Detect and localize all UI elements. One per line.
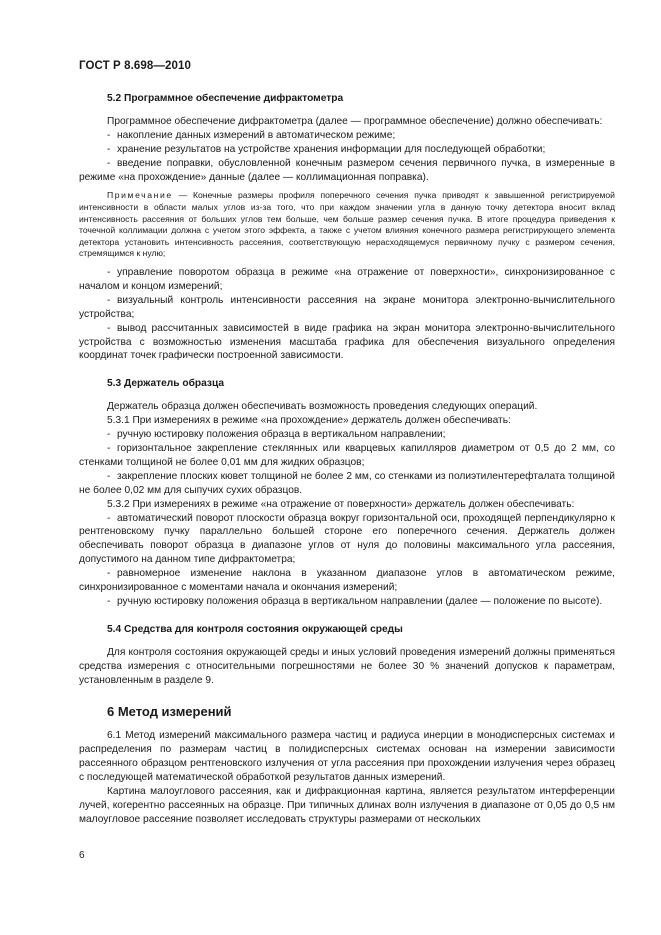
document-body bbox=[79, 92, 615, 827]
dash-bullet: - bbox=[107, 470, 111, 482]
list-item: - визуальный контроль интенсивности рассеяния на экране монитора электронно-вычислительного устройства; bbox=[79, 294, 615, 320]
dash-bullet: - bbox=[107, 429, 111, 441]
document-header: ГОСТ Р 8.698—2010 bbox=[79, 60, 191, 72]
dash-bullet: - bbox=[107, 442, 111, 454]
paragraph-5-3-1: 5.3.1 При измерениях в режиме «на прохождение» держатель должен обеспечивать: bbox=[107, 415, 511, 427]
paragraph-5-3-2: 5.3.2 При измерениях в режиме «на отражение от поверхности» держатель должен обеспечивать: bbox=[107, 498, 575, 510]
page-number: 6 bbox=[79, 850, 85, 861]
dash-bullet: - bbox=[107, 129, 111, 141]
dash-bullet: - bbox=[107, 322, 111, 334]
dash-bullet: - bbox=[107, 294, 111, 306]
paragraph: Для контроля состояния окружающей среды и иных условий проведения измерений должны применяться средства измерения с относительными погрешностями не более 30 % значений допусков к параметрам, установленным в разделе 9. bbox=[79, 646, 615, 686]
paragraph-6-1: 6.1 Метод измерений максимального размера частиц и радиуса инерции в монодисперсных системах и распределения по размерам частиц в полидисперсных системах основан на измерении зависимости рассеянного образцом рентгеновского излучения от угла рассеяния при прохождении излучения через образец с последующей математической обработкой результатов данных измерений. bbox=[79, 730, 615, 784]
section-heading-5-4: 5.4 Средства для контроля состояния окружающей среды bbox=[107, 623, 403, 635]
list-item: - вывод рассчитанных зависимостей в виде графика на экран монитора электронно-вычислительного устройства с возможностью изменения масштаба графика для обеспечения визуального определения координат точек графически построенной зависимости. bbox=[79, 322, 615, 362]
paragraph: Программное обеспечение дифрактометра (далее — программное обеспечение) должно обеспечивать: bbox=[107, 115, 603, 127]
note-text: — Конечные размеры профиля поперечного сечения пучка приводят к завышенной регистрируемой интенсивности в области малых углов из-за того, что при каждом значении угла в данную точку детектора вносит вклад интенсивность рассеяния от больших углов тем больше, чем больше размер сечения пучка. В итоге процедура приведения к точечной коллимации должна с учетом этого эффекта, а также с учетом влияния конечного размера регистрирующего элемента детектора установить интенсивность рассеяния, соответствующую нерасходящемуся первичному пучку с размером сечения, стремящимся к нулю; bbox=[79, 190, 615, 259]
list-item: - горизонтальное закрепление стеклянных или кварцевых капилляров диаметром от 0,5 до 2 мм, со стенками толщиной не более 0,01 мм для жидких образцов; bbox=[79, 442, 615, 468]
section-heading-5-3: 5.3 Держатель образца bbox=[107, 378, 225, 390]
paragraph: Картина малоуглового рассеяния, как и дифракционная картина, является результатом интерференции лучей, когерентно рассеянных на образце. При типичных длинах волн излучения в диапазоне от 0,05 до 0,5 нм малоугловое рассеяние позволяет исследовать структуры размерами от нескольких bbox=[79, 786, 615, 825]
section-heading-6: 6 Метод измерений bbox=[107, 704, 232, 720]
list-item: - накопление данных измерений в автоматическом режиме; bbox=[107, 129, 396, 141]
list-item: - равномерное изменение наклона в указанном диапазоне углов в автоматическом режиме, синхронизированное с моментами начала и окончания измерений; bbox=[79, 568, 615, 594]
list-item: - закрепление плоских кювет толщиной не более 2 мм, со стенками из полиэтилентерефталата толщиной не более 0,02 мм для сыпучих сухих образцов. bbox=[79, 470, 615, 496]
section-heading-5-2: 5.2 Программное обеспечение дифрактометра bbox=[107, 93, 344, 104]
list-item: - ручную юстировку положения образца в вертикальном направлении (далее — положение по высоте). bbox=[107, 595, 603, 607]
note bbox=[79, 190, 615, 260]
note-label: Примечание bbox=[107, 190, 173, 201]
dash-bullet: - bbox=[107, 512, 111, 524]
dash-bullet: - bbox=[107, 595, 111, 607]
dash-bullet: - bbox=[107, 267, 111, 278]
list-item: - введение поправки, обусловленной конечным размером сечения первичного пучка, в измеренные в режиме «на прохождение» данные (далее — коллимационная поправка). bbox=[79, 157, 615, 183]
paragraph: Держатель образца должен обеспечивать возможность проведения следующих операций. bbox=[107, 401, 538, 413]
list-item: - автоматический поворот плоскости образца вокруг горизонтальной оси, проходящей перпендикулярно к рентгеновскому пучку параллельно большей стороне его поперечного сечения. Держатель должен обеспечивать поворот образца в диапазоне углов от нуля до половины максимального угла рассеяния, допустимого на данном типе дифрактометра; bbox=[79, 512, 615, 566]
list-item: - хранение результатов на устройстве хранения информации для последующей обработки; bbox=[107, 143, 546, 155]
dash-bullet: - bbox=[107, 568, 111, 580]
list-item: - управление поворотом образца в режиме «на отражение от поверхности», синхронизированное с началом и концом измерений; bbox=[79, 267, 615, 292]
list-item: - ручную юстировку положения образца в вертикальном направлении; bbox=[107, 429, 446, 441]
dash-bullet: - bbox=[107, 143, 111, 155]
dash-bullet: - bbox=[107, 157, 111, 169]
